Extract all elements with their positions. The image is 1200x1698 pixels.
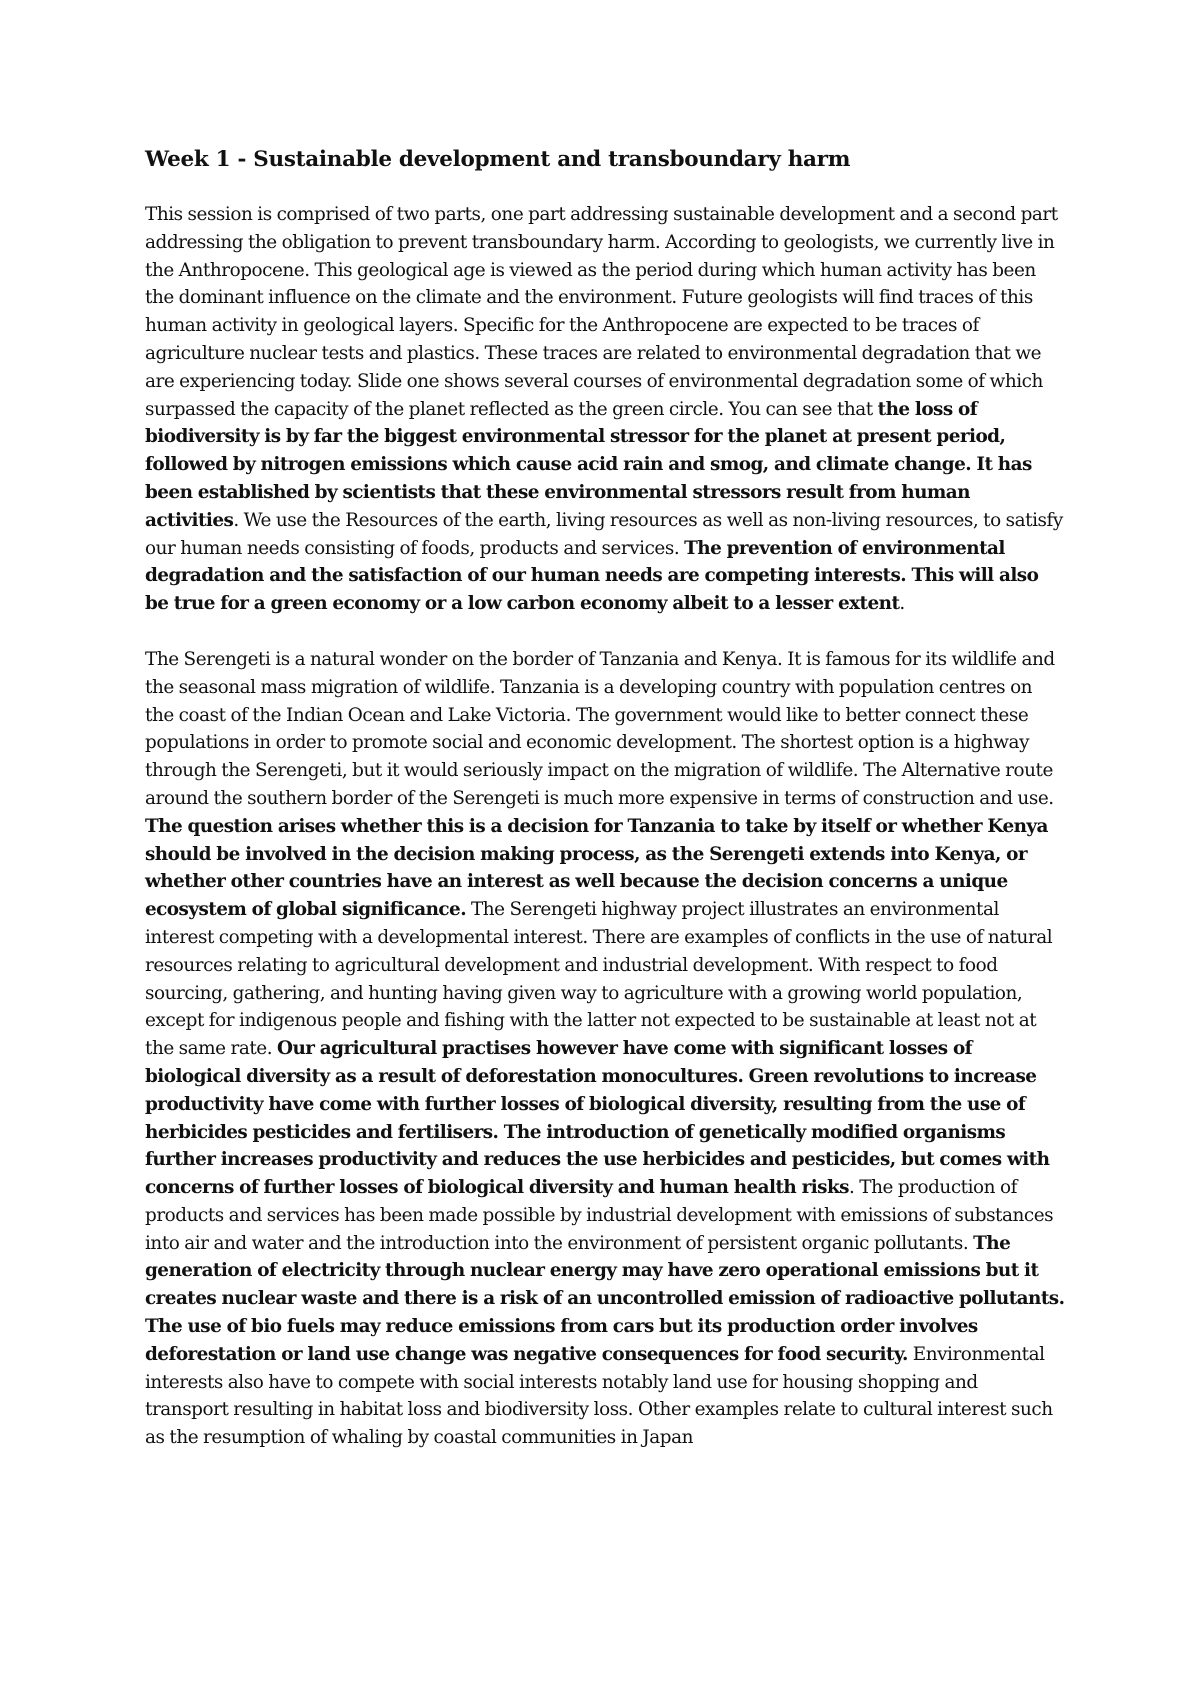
- text-run: The Serengeti highway project illustrates an environmental interest competing with a developmental interest. There are examples of conflicts in the use of natural resources relating to agricultural development and industrial development. With respect to food sourcing, gathering, and hunting having given way to agriculture with a growing world population, except for indigenous people and fishing with the latter not expected to be sustainable at least not at the same rate.: [145, 899, 1053, 1060]
- bold-text-run: The prevention of environmental degradation and the satisfaction of our human needs are competing interests. This will also be true for a green economy or a low carbon economy albeit to a lesser extent: [145, 537, 1039, 615]
- text-run: This session is comprised of two parts, one part addressing sustainable development and a second part addressing the obligation to prevent transboundary harm. According to geologists, we currently live in the Anthropocene. This geological age is viewed as the period during which human activity has been the dominant influence on the climate and the environment. Future geologists will find traces of this human activity in geological layers. Specific for the Anthropocene are expected to be traces of agriculture nuclear tests and plastics. These traces are related to environmental degradation that we are experiencing today. Slide one shows several courses of environmental degradation some of which surpassed the capacity of the planet reflected as the green circle. You can see that: [145, 204, 1058, 420]
- text-run: Environmental interests also have to compete with social interests notably land use for housing shopping and transport resulting in habitat loss and biodiversity loss. Other examples relate to cultural interest such as the resumption of whaling by coastal communities in Japan: [145, 1343, 1053, 1449]
- bold-text-run: The question arises whether this is a decision for Tanzania to take by itself or whether Kenya should be involved in the decision making process, as the Serengeti extends into Kenya, or whether other countries have an interest as well because the decision concerns a unique ecosystem of global significance.: [145, 815, 1048, 921]
- text-run: . We use the Resources of the earth, living resources as well as non-living resources, to satisfy our human needs consisting of foods, products and services.: [145, 509, 1063, 559]
- text-run: .: [899, 593, 905, 615]
- bold-text-run: Our agricultural practises however have come with significant losses of biological diversity as a result of deforestation monocultures. Green revolutions to increase productivity have come with further losses of biological diversity, resulting from the use of herbicides pesticides and fertilisers. The introduction of genetically modified organisms further increases productivity and reduces the use herbicides and pesticides, but comes with concerns of further losses of biological diversity and human health risks: [145, 1038, 1050, 1199]
- bold-text-run: The generation of electricity through nuclear energy may have zero operational emissions but it creates nuclear waste and there is a risk of an uncontrolled emission of radioactive pollutants. The use of bio fuels may reduce emissions from cars but its production order involves deforestation or land use change was negative consequences for food security.: [145, 1232, 1065, 1365]
- text-run: The Serengeti is a natural wonder on the border of Tanzania and Kenya. It is famous for its wildlife and the seasonal mass migration of wildlife. Tanzania is a developing country with population centres on the coast of the Indian Ocean and Lake Victoria. The government would like to better connect these populations in order to promote social and economic development. The shortest option is a highway through the Serengeti, but it would seriously impact on the migration of wildlife. The Alternative route around the southern border of the Serengeti is much more expensive in terms of construction and use.: [145, 648, 1055, 809]
- paragraph-sustainable-development: [145, 201, 1065, 618]
- text-run: . The production of products and services has been made possible by industrial development with emissions of substances into air and water and the introduction into the environment of persistent organic pollutants.: [145, 1177, 1054, 1254]
- paragraph-serengeti: [145, 646, 1065, 1452]
- document-body: [145, 145, 1065, 1480]
- bold-text-run: the loss of biodiversity is by far the biggest environmental stressor for the planet at present period, followed by nitrogen emissions which cause acid rain and smog, and climate change. It has been established by scientists that these environmental stressors result from human activities: [145, 398, 1032, 531]
- document-title: Week 1 - Sustainable development and transboundary harm: [145, 147, 851, 172]
